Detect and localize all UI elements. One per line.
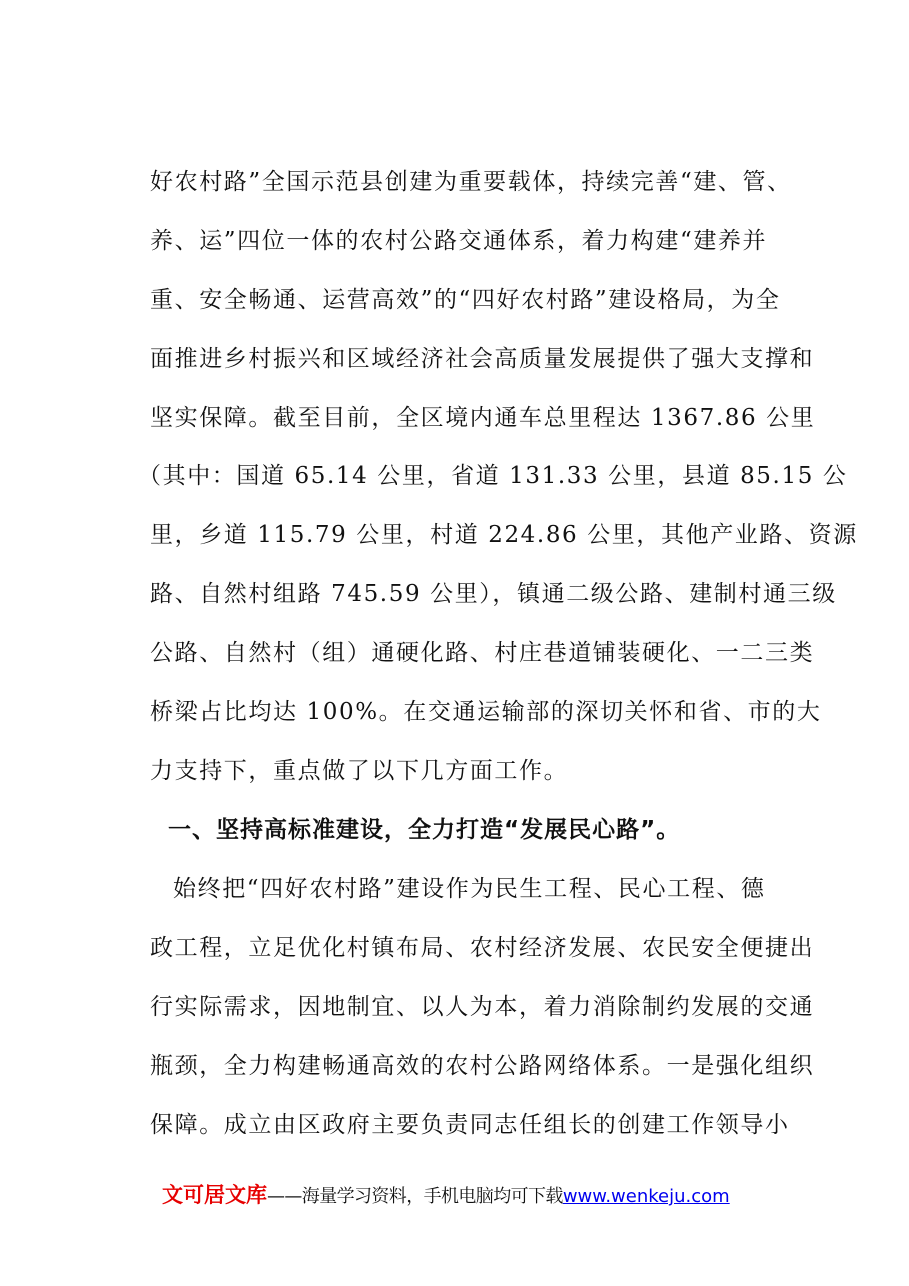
- body-text-line: 好农村路”全国示范县创建为重要载体，持续完善“建、管、: [150, 169, 792, 195]
- section-heading: 一、坚持高标准建设，全力打造“发展民心路”。: [168, 817, 681, 843]
- body-text-line: 重、安全畅通、运营高效”的“四好农村路”建设格局，为全: [150, 287, 781, 313]
- body-text-line: 保障。成立由区政府主要负责同志任组长的创建工作领导小: [150, 1112, 790, 1138]
- footer-banner: [162, 1181, 730, 1211]
- footer-link[interactable]: www.wenkeju.com: [562, 1186, 730, 1207]
- body-text-line: 政工程，立足优化村镇布局、农村经济发展、农民安全便捷出: [150, 935, 815, 961]
- body-text-line: 坚实保障。截至目前，全区境内通车总里程达 1367.86 公里: [150, 405, 816, 431]
- body-text-line: 面推进乡村振兴和区域经济社会高质量发展提供了强大支撑和: [150, 346, 815, 372]
- body-text-line: 桥梁占比均达 100%。在交通运输部的深切关怀和省、市的大: [150, 699, 822, 725]
- body-text-line: 行实际需求，因地制宜、以人为本，着力消除制约发展的交通: [150, 994, 815, 1020]
- body-text-line: （其中：国道 65.14 公里，省道 131.33 公里，县道 85.15 公: [138, 463, 848, 489]
- body-text-line: 力支持下，重点做了以下几方面工作。: [150, 758, 569, 784]
- body-text-line: 公路、自然村（组）通硬化路、村庄巷道铺装硬化、一二三类: [150, 640, 815, 666]
- body-text-line: 里，乡道 115.79 公里，村道 224.86 公里，其他产业路、资源: [150, 522, 858, 548]
- body-text-line: 路、自然村组路 745.59 公里），镇通二级公路、建制村通三级: [150, 581, 837, 607]
- body-text-line: 瓶颈，全力构建畅通高效的农村公路网络体系。一是强化组织: [150, 1053, 815, 1079]
- footer-slogan: ——海量学习资料，手机电脑均可下载: [267, 1186, 563, 1207]
- footer-brand: 文可居文库: [162, 1183, 267, 1207]
- body-text-line: 养、运”四位一体的农村公路交通体系，着力构建“建养并: [150, 228, 768, 254]
- body-text-line: 始终把“四好农村路”建设作为民生工程、民心工程、德: [173, 876, 766, 902]
